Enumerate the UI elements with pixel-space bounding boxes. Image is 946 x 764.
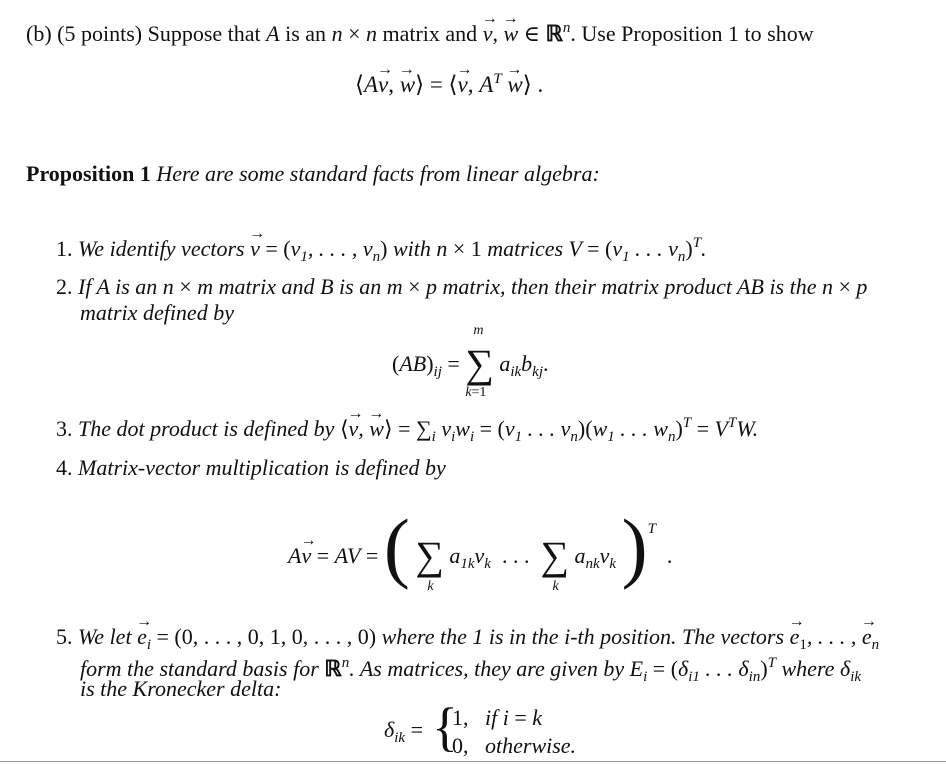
bottom-border <box>0 761 946 762</box>
list-item: 2. If A is an n × m matrix and B is an m × p matrix, then their matrix product AB is the n × p <box>56 274 868 299</box>
list-item-continuation: matrix defined by <box>80 300 234 325</box>
list-item-continuation: is the Kronecker delta: <box>80 676 282 701</box>
list-item: 4. Matrix-vector multiplication is defined by <box>56 455 446 480</box>
kronecker-lhs: $\delta_{ik}$ = <box>384 717 423 746</box>
list-item: 1. We identify vectors → $v = (v_1$, . . . , $v_n$) with n × 1 matrices $V = (v_1$ . . . $v_n)^T$. <box>56 230 707 270</box>
list-item: 3. The dot product is defined by ⟨→ v, → w⟩ = $\sum_i$ $v_iw_i = (v_1$ . . . $v_n)(w_1$ . . . $w_n)^T = V^TW$. <box>56 410 758 450</box>
case-row-1: 1, if i = k <box>452 705 543 730</box>
problem-equation: ⟨A→ v, → w⟩ = ⟨→ v, $A^T$ → w⟩ . <box>355 66 543 98</box>
matrix-vector-equation: A→ v = AV = ( ∑ k $a_{1k}v_k$ . . . ∑ k $a_{nk}v_k$ )$^T$ . <box>288 498 672 578</box>
case-row-2: 0, otherwise. <box>452 733 577 758</box>
list-item: 5. We let → $e_i = (0$, . . . , 0, 1, 0, . . . , 0) where the 1 is in the i-th position. The vectors → $e_1$, . . . , → $e_n$ <box>56 624 879 658</box>
case-brace: { <box>432 697 458 757</box>
list-item-continuation: form the standard basis for ℝ$^n$. As matrices, they are given by $E_i = (\delta_{i1}$ . . . $\delta_{in})^T$ where $\delta_{ik}$ <box>80 655 862 685</box>
proposition-heading: Proposition 1 Here are some standard facts from linear algebra: <box>26 161 600 186</box>
matrix-product-equation: $(AB)_{ij}$ = ∑ m k=1 $a_{ik}b_{kj}$. <box>392 323 549 400</box>
problem-statement: (b) (5 points) Suppose that A is an n × n matrix and → v, → w ∈ ℝ$^n$. Use Proposition 1 to show <box>26 15 814 47</box>
